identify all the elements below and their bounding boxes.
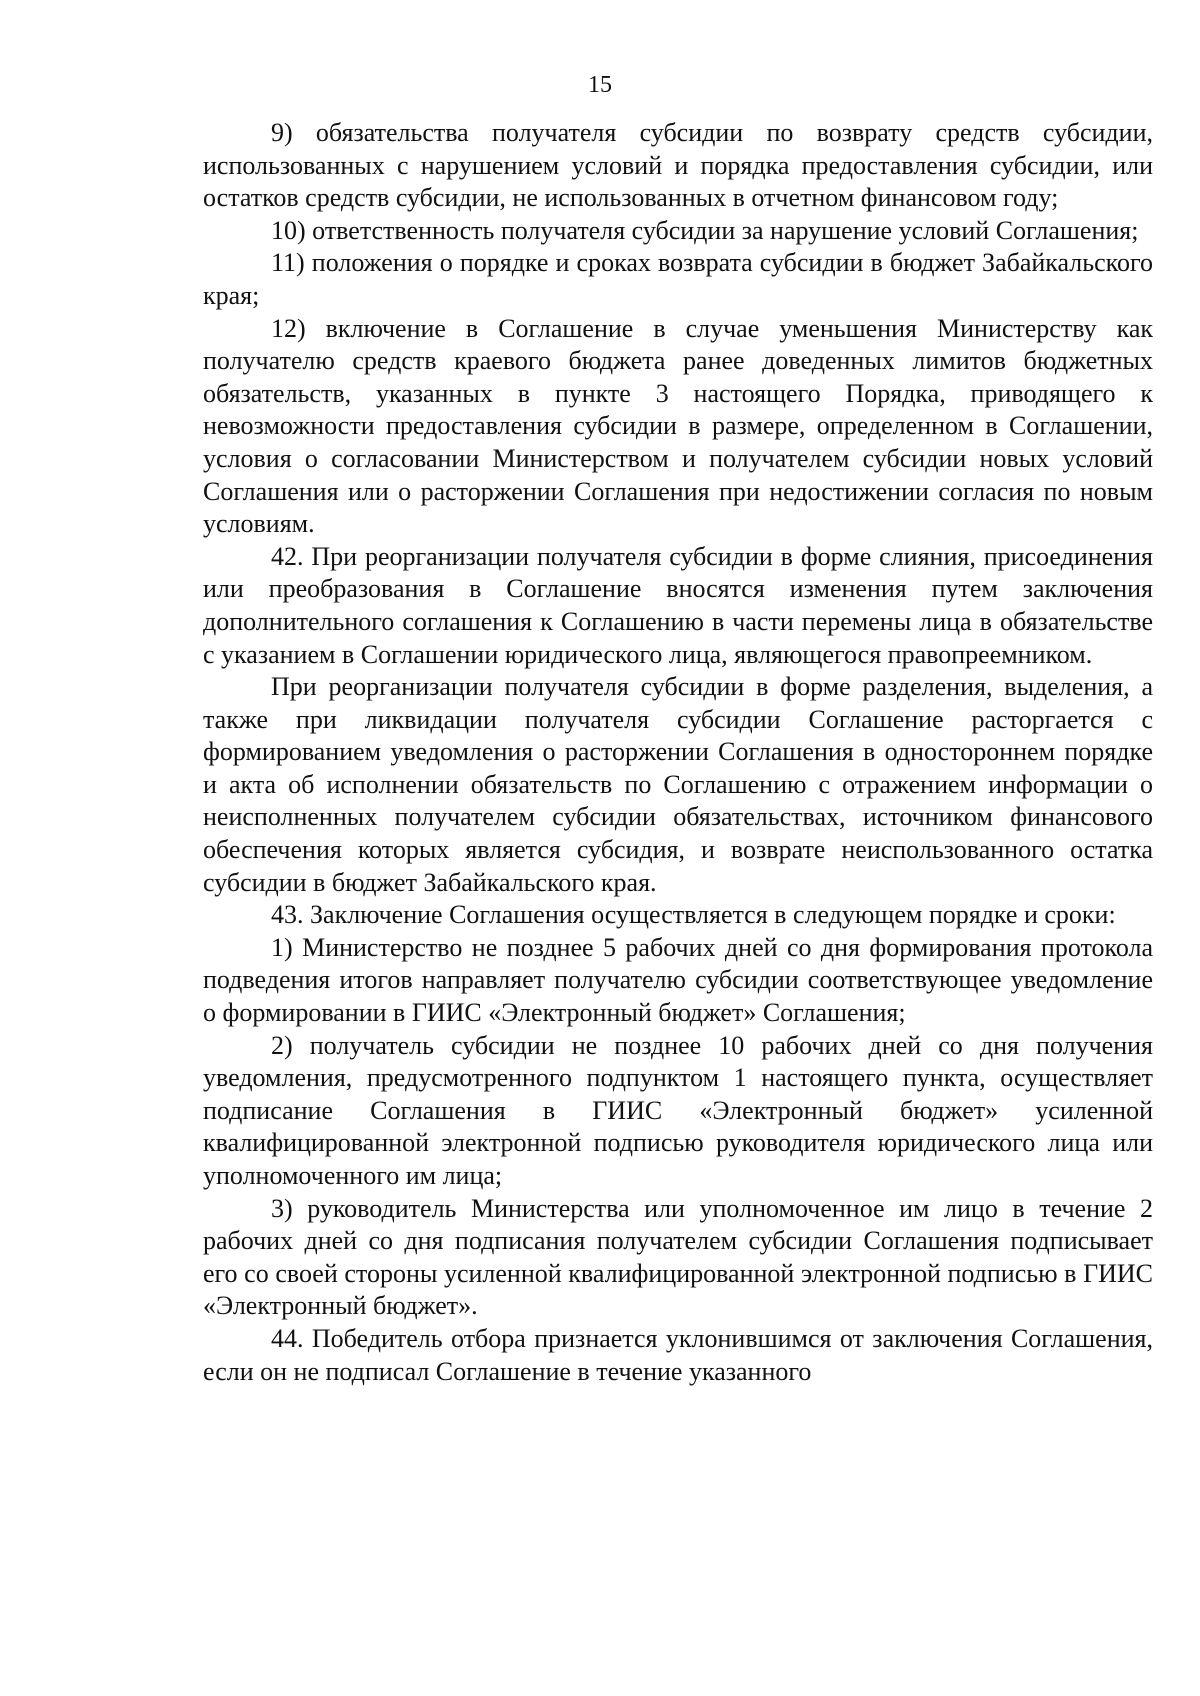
paragraph-item-12-limit-reduction: 12) включение в Соглашение в случае уменьшения Министерству как получателю средств краевого бюджета ранее доведенных лимитов бюджетных обязательств, указанных в пункте 3 настоящего Порядка, приводящего к невозможности предоставления субсидии в размере, определенном в Соглашении, условия о согласовании Министерством и получателем субсидии новых условий Соглашения или о расторжении Соглашения при недостижении согласия по новым условиям. (203, 313, 1153, 539)
paragraph-clause-43-step-1: 1) Министерство не позднее 5 рабочих дней со дня формирования протокола подведения итогов направляет получателю субсидии соответствующее уведомление о формировании в ГИИС «Электронный бюджет» Соглашения; (203, 932, 1153, 1028)
paragraph-item-10-liability: 10) ответственность получателя субсидии за нарушение условий Соглашения; (271, 215, 1139, 245)
paragraph-item-11-return-terms: 11) положения о порядке и сроках возврата субсидии в бюджет Забайкальского края; (203, 248, 1153, 310)
paragraph-clause-43-step-3: 3) руководитель Министерства или уполномоченное им лицо в течение 2 рабочих дней со дня подписания получателем субсидии Соглашения подписывает его со своей стороны усиленной квалифицированной электронной подписью в ГИИС «Электронный бюджет». (203, 1193, 1153, 1321)
paragraph-item-9-repayment-obligations: 9) обязательства получателя субсидии по возврату средств субсидии, использованных с нарушением условий и порядка предоставления субсидии, или остатков средств субсидии, не использованных в отчетном финансовом году; (203, 118, 1153, 213)
paragraph-clause-42-termination: При реорганизации получателя субсидии в форме разделения, выделения, а также при ликвидации получателя субсидии Соглашение расторгается с формированием уведомления о расторжении Соглашения в одностороннем порядке и акта об исполнении обязательств по Соглашению с отражением информации о неисполненных получателем субсидии обязательствах, источником финансового обеспечения которых является субсидия, и возврате неиспользованного остатка субсидии в бюджет Забайкальского края. (203, 672, 1153, 897)
paragraph-clause-43-step-2: 2) получатель субсидии не позднее 10 рабочих дней со дня получения уведомления, предусмотренного подпунктом 1 настоящего пункта, осуществляет подписание Соглашения в ГИИС «Электронный бюджет» усиленной квалифицированной электронной подписью руководителя юридического лица или уполномоченного им лица; (203, 1030, 1153, 1190)
paragraph-clause-42-reorganization: 42. При реорганизации получателя субсидии в форме слияния, присоединения или преобразования в Соглашение вносятся изменения путем заключения дополнительного соглашения к Соглашению в части перемены лица в обязательстве с указанием в Соглашении юридического лица, являющегося правопреемником. (203, 541, 1153, 669)
document-body (203, 117, 1153, 1388)
paragraph-clause-44: 44. Победитель отбора признается уклонившимся от заключения Соглашения, если он не подписал Соглашение в течение указанного (203, 1323, 1153, 1386)
paragraph-clause-43-intro: 43. Заключение Соглашения осуществляется в следующем порядке и сроки: (271, 900, 1116, 930)
page-number: 15 (588, 72, 612, 98)
